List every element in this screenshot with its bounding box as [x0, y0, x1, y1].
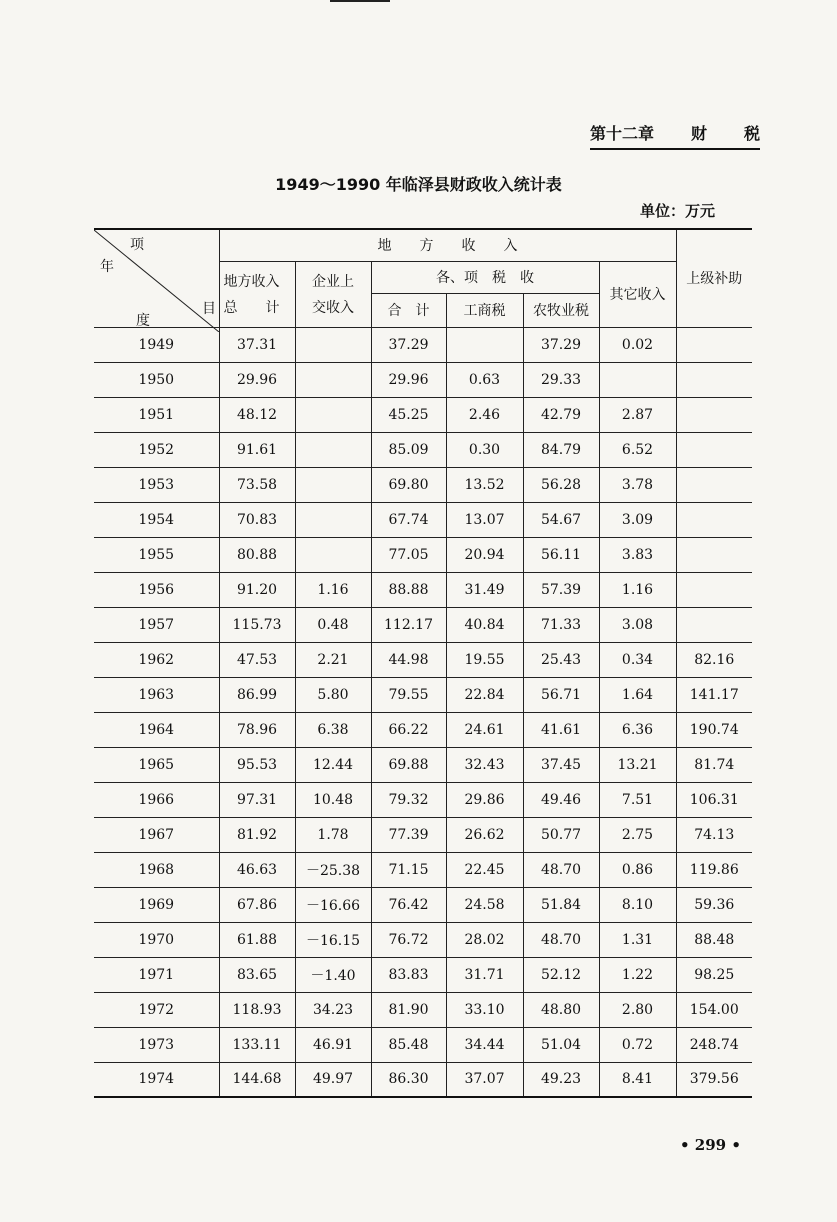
cell-local-total: 80.88: [219, 537, 295, 572]
header-total: [219, 261, 295, 327]
cell-tax-sum: 29.96: [371, 362, 446, 397]
cell-other: 6.52: [599, 432, 676, 467]
table-row: [94, 537, 752, 572]
cell-year: 1970: [94, 922, 219, 957]
cell-agri-tax: 25.43: [523, 642, 599, 677]
cell-agri-tax: 56.28: [523, 467, 599, 502]
cell-local-total: 67.86: [219, 887, 295, 922]
cell-tax-sum: 69.80: [371, 467, 446, 502]
cell-other: 0.86: [599, 852, 676, 887]
corner-diagonal: [94, 230, 219, 332]
cell-local-total: 91.20: [219, 572, 295, 607]
cell-commerce-tax: 37.07: [446, 1062, 523, 1097]
cell-commerce-tax: 31.49: [446, 572, 523, 607]
corner-year-top: 年: [100, 259, 114, 275]
cell-other: 0.02: [599, 327, 676, 362]
cell-year: 1953: [94, 467, 219, 502]
cell-commerce-tax: [446, 327, 523, 362]
cell-subsidy: [676, 397, 752, 432]
table-row: [94, 327, 752, 362]
cell-year: 1963: [94, 677, 219, 712]
table-row: [94, 642, 752, 677]
chapter-section-a: 财: [690, 124, 707, 143]
table-row: [94, 467, 752, 502]
cell-commerce-tax: 24.61: [446, 712, 523, 747]
table-row: [94, 712, 752, 747]
cell-enterprise: 12.44: [295, 747, 371, 782]
cell-subsidy: [676, 467, 752, 502]
cell-tax-sum: 66.22: [371, 712, 446, 747]
table-row: [94, 992, 752, 1027]
cell-tax-sum: 77.39: [371, 817, 446, 852]
corner-year-bottom: 度: [136, 313, 150, 329]
cell-tax-sum: 79.55: [371, 677, 446, 712]
cell-tax-sum: 85.48: [371, 1027, 446, 1062]
cell-subsidy: 82.16: [676, 642, 752, 677]
cell-other: 7.51: [599, 782, 676, 817]
cell-commerce-tax: 40.84: [446, 607, 523, 642]
header-enterprise-line2: 交收入: [312, 300, 354, 316]
cell-year: 1967: [94, 817, 219, 852]
cell-subsidy: [676, 572, 752, 607]
cell-year: 1949: [94, 327, 219, 362]
cell-year: 1972: [94, 992, 219, 1027]
cell-local-total: 48.12: [219, 397, 295, 432]
cell-year: 1968: [94, 852, 219, 887]
corner-cell: [94, 229, 219, 327]
cell-commerce-tax: 13.52: [446, 467, 523, 502]
cell-agri-tax: 51.04: [523, 1027, 599, 1062]
cell-tax-sum: 86.30: [371, 1062, 446, 1097]
cell-agri-tax: 57.39: [523, 572, 599, 607]
cell-agri-tax: 50.77: [523, 817, 599, 852]
chapter-header: [590, 121, 760, 150]
header-total-line2: 总 计: [223, 300, 280, 316]
cell-agri-tax: 71.33: [523, 607, 599, 642]
cell-local-total: 47.53: [219, 642, 295, 677]
cell-subsidy: [676, 607, 752, 642]
cell-local-total: 78.96: [219, 712, 295, 747]
cell-enterprise: 0.48: [295, 607, 371, 642]
cell-commerce-tax: 0.63: [446, 362, 523, 397]
cell-other: 2.87: [599, 397, 676, 432]
cell-commerce-tax: 32.43: [446, 747, 523, 782]
cell-local-total: 46.63: [219, 852, 295, 887]
cell-commerce-tax: 26.62: [446, 817, 523, 852]
cell-enterprise: [295, 327, 371, 362]
cell-commerce-tax: 22.84: [446, 677, 523, 712]
cell-other: 3.83: [599, 537, 676, 572]
cell-tax-sum: 79.32: [371, 782, 446, 817]
cell-other: 0.34: [599, 642, 676, 677]
table-row: [94, 1062, 752, 1097]
cell-enterprise: －25.38: [295, 852, 371, 887]
cell-tax-sum: 77.05: [371, 537, 446, 572]
cell-subsidy: 154.00: [676, 992, 752, 1027]
cell-enterprise: [295, 467, 371, 502]
cell-local-total: 83.65: [219, 957, 295, 992]
cell-subsidy: 190.74: [676, 712, 752, 747]
cell-local-total: 144.68: [219, 1062, 295, 1097]
table-body: [94, 327, 752, 1097]
corner-item-top: 项: [130, 237, 144, 253]
cell-tax-sum: 71.15: [371, 852, 446, 887]
cell-subsidy: 119.86: [676, 852, 752, 887]
cell-agri-tax: 54.67: [523, 502, 599, 537]
cell-agri-tax: 52.12: [523, 957, 599, 992]
cell-subsidy: [676, 362, 752, 397]
cell-agri-tax: 48.80: [523, 992, 599, 1027]
cell-enterprise: [295, 502, 371, 537]
revenue-table: [94, 228, 752, 1098]
cell-tax-sum: 88.88: [371, 572, 446, 607]
cell-local-total: 70.83: [219, 502, 295, 537]
cell-local-total: 81.92: [219, 817, 295, 852]
cell-enterprise: 5.80: [295, 677, 371, 712]
cell-other: 2.75: [599, 817, 676, 852]
cell-agri-tax: 37.45: [523, 747, 599, 782]
cell-local-total: 97.31: [219, 782, 295, 817]
cell-subsidy: 59.36: [676, 887, 752, 922]
cell-enterprise: 46.91: [295, 1027, 371, 1062]
cell-subsidy: [676, 327, 752, 362]
cell-other: 3.09: [599, 502, 676, 537]
cell-enterprise: 6.38: [295, 712, 371, 747]
cell-agri-tax: 37.29: [523, 327, 599, 362]
table-row: [94, 817, 752, 852]
cell-tax-sum: 76.72: [371, 922, 446, 957]
cell-agri-tax: 42.79: [523, 397, 599, 432]
cell-enterprise: 34.23: [295, 992, 371, 1027]
cell-tax-sum: 76.42: [371, 887, 446, 922]
cell-tax-sum: 37.29: [371, 327, 446, 362]
table-row: [94, 1027, 752, 1062]
page-number: • 299 •: [680, 1136, 741, 1154]
cell-other: 2.80: [599, 992, 676, 1027]
cell-local-total: 115.73: [219, 607, 295, 642]
table-row: [94, 957, 752, 992]
cell-local-total: 73.58: [219, 467, 295, 502]
cell-year: 1955: [94, 537, 219, 572]
cell-enterprise: [295, 362, 371, 397]
cell-year: 1969: [94, 887, 219, 922]
cell-other: 6.36: [599, 712, 676, 747]
cell-tax-sum: 83.83: [371, 957, 446, 992]
cell-other: 3.78: [599, 467, 676, 502]
cell-subsidy: [676, 502, 752, 537]
cell-year: 1973: [94, 1027, 219, 1062]
cell-commerce-tax: 33.10: [446, 992, 523, 1027]
cell-other: 1.22: [599, 957, 676, 992]
cell-agri-tax: 49.23: [523, 1062, 599, 1097]
cell-commerce-tax: 24.58: [446, 887, 523, 922]
cell-enterprise: [295, 432, 371, 467]
cell-year: 1965: [94, 747, 219, 782]
header-agri-tax: 农牧业税: [523, 293, 599, 327]
unit-label: 单位：万元: [640, 202, 716, 220]
cell-other: 8.41: [599, 1062, 676, 1097]
cell-year: 1957: [94, 607, 219, 642]
cell-year: 1952: [94, 432, 219, 467]
cell-agri-tax: 56.11: [523, 537, 599, 572]
table-row: [94, 782, 752, 817]
table-title: 1949～1990 年临泽县财政收入统计表: [275, 175, 562, 194]
cell-commerce-tax: 28.02: [446, 922, 523, 957]
cell-commerce-tax: 2.46: [446, 397, 523, 432]
cell-commerce-tax: 13.07: [446, 502, 523, 537]
cell-commerce-tax: 0.30: [446, 432, 523, 467]
table-row: [94, 852, 752, 887]
cell-commerce-tax: 20.94: [446, 537, 523, 572]
cell-enterprise: [295, 537, 371, 572]
cell-subsidy: [676, 432, 752, 467]
header-enterprise: [295, 261, 371, 327]
table-row: [94, 432, 752, 467]
cell-year: 1966: [94, 782, 219, 817]
cell-tax-sum: 45.25: [371, 397, 446, 432]
cell-commerce-tax: 29.86: [446, 782, 523, 817]
chapter-label: 第十二章: [590, 124, 655, 143]
cell-enterprise: 1.78: [295, 817, 371, 852]
cell-enterprise: 49.97: [295, 1062, 371, 1097]
cell-other: 8.10: [599, 887, 676, 922]
header-total-line1: 地方收入: [223, 274, 280, 290]
cell-tax-sum: 112.17: [371, 607, 446, 642]
cell-tax-sum: 85.09: [371, 432, 446, 467]
cell-year: 1951: [94, 397, 219, 432]
cell-year: 1964: [94, 712, 219, 747]
table-row: [94, 397, 752, 432]
cell-local-total: 133.11: [219, 1027, 295, 1062]
table-row: [94, 502, 752, 537]
cell-commerce-tax: 19.55: [446, 642, 523, 677]
cell-local-total: 86.99: [219, 677, 295, 712]
cell-subsidy: 106.31: [676, 782, 752, 817]
cell-enterprise: －16.66: [295, 887, 371, 922]
header-subsidy: 上级补助: [676, 229, 752, 327]
table-row: [94, 677, 752, 712]
header-tax-sum: 合 计: [371, 293, 446, 327]
table-row: [94, 922, 752, 957]
cell-local-total: 95.53: [219, 747, 295, 782]
header-enterprise-line1: 企业上: [312, 274, 354, 290]
cell-other: [599, 362, 676, 397]
cell-year: 1956: [94, 572, 219, 607]
cell-enterprise: －1.40: [295, 957, 371, 992]
table-row: [94, 607, 752, 642]
header-other: 其它收入: [599, 261, 676, 327]
cell-year: 1954: [94, 502, 219, 537]
cell-local-total: 118.93: [219, 992, 295, 1027]
scan-top-mark: [330, 0, 390, 2]
cell-local-total: 91.61: [219, 432, 295, 467]
header-commerce-tax: 工商税: [446, 293, 523, 327]
cell-subsidy: 379.56: [676, 1062, 752, 1097]
cell-commerce-tax: 22.45: [446, 852, 523, 887]
cell-commerce-tax: 34.44: [446, 1027, 523, 1062]
cell-enterprise: 2.21: [295, 642, 371, 677]
cell-year: 1962: [94, 642, 219, 677]
cell-other: 1.64: [599, 677, 676, 712]
corner-item-bottom: 目: [202, 301, 216, 317]
cell-other: 1.16: [599, 572, 676, 607]
cell-other: 13.21: [599, 747, 676, 782]
cell-local-total: 29.96: [219, 362, 295, 397]
cell-agri-tax: 84.79: [523, 432, 599, 467]
header-taxes: 各、项 税 收: [371, 261, 599, 293]
cell-agri-tax: 48.70: [523, 922, 599, 957]
cell-tax-sum: 44.98: [371, 642, 446, 677]
cell-tax-sum: 69.88: [371, 747, 446, 782]
cell-agri-tax: 56.71: [523, 677, 599, 712]
cell-agri-tax: 49.46: [523, 782, 599, 817]
cell-enterprise: 1.16: [295, 572, 371, 607]
cell-agri-tax: 51.84: [523, 887, 599, 922]
cell-year: 1974: [94, 1062, 219, 1097]
cell-other: 0.72: [599, 1027, 676, 1062]
cell-other: 3.08: [599, 607, 676, 642]
cell-local-total: 37.31: [219, 327, 295, 362]
cell-year: 1950: [94, 362, 219, 397]
cell-tax-sum: 67.74: [371, 502, 446, 537]
cell-subsidy: 74.13: [676, 817, 752, 852]
cell-subsidy: 88.48: [676, 922, 752, 957]
cell-agri-tax: 29.33: [523, 362, 599, 397]
table-row: [94, 887, 752, 922]
cell-enterprise: 10.48: [295, 782, 371, 817]
chapter-section-b: 税: [743, 124, 760, 143]
header-local-revenue: 地 方 收 入: [219, 229, 676, 261]
cell-subsidy: 141.17: [676, 677, 752, 712]
cell-enterprise: [295, 397, 371, 432]
cell-local-total: 61.88: [219, 922, 295, 957]
cell-commerce-tax: 31.71: [446, 957, 523, 992]
table-row: [94, 572, 752, 607]
cell-tax-sum: 81.90: [371, 992, 446, 1027]
cell-subsidy: 98.25: [676, 957, 752, 992]
table-row: [94, 362, 752, 397]
cell-enterprise: －16.15: [295, 922, 371, 957]
table-row: [94, 747, 752, 782]
cell-subsidy: 81.74: [676, 747, 752, 782]
cell-subsidy: 248.74: [676, 1027, 752, 1062]
cell-subsidy: [676, 537, 752, 572]
cell-agri-tax: 48.70: [523, 852, 599, 887]
cell-other: 1.31: [599, 922, 676, 957]
cell-agri-tax: 41.61: [523, 712, 599, 747]
cell-year: 1971: [94, 957, 219, 992]
